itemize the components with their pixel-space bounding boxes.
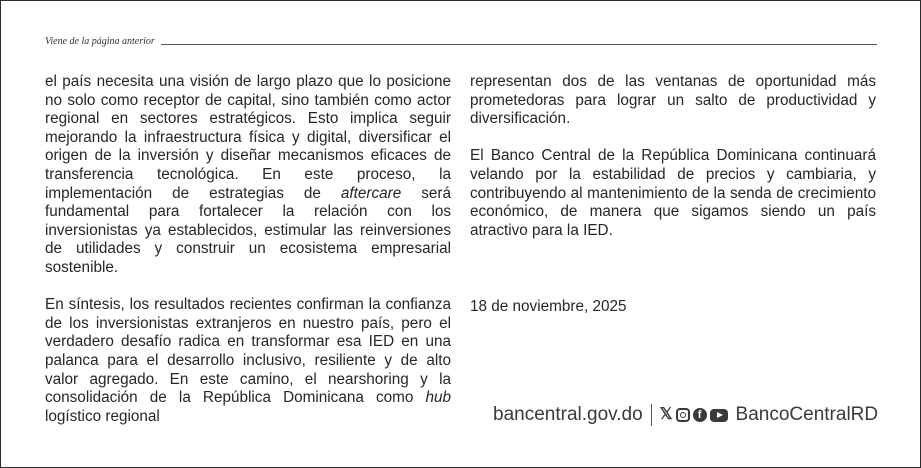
youtube-icon[interactable] [710,409,728,422]
facebook-icon[interactable]: f [693,408,707,422]
right-column [470,73,876,240]
website-link[interactable]: bancentral.gov.do [493,404,643,425]
italic-term: aftercare [340,184,402,202]
left-paragraph-1: el país necesita una visión de largo plazo que lo posicione no solo como receptor de capital, sino también como actor regional en sectores estratégicos. Esto implica seguir mejorando la infraestructura física y digital, diversificar el origen de la inversión y diseñar mecanismos eficaces de transferencia tecnológica. En este proceso, la implementación de estrategias de aftercare será fundamental para fortalecer la relación con los inversionistas ya establecidos, estimular las reinversiones de utilidades y construir un ecosistema empresarial sostenible. [45,73,451,276]
x-icon[interactable]: 𝕏 [659,406,673,423]
footer-contact [493,404,878,426]
left-paragraph-2: En síntesis, los resultados recientes confirman la confianza de los inversionistas extranjeros en nuestro país, pero el verdadero desafío radica en transformar esa IED en una palanca para el desarrollo inclusivo, resiliente y de alto valor agregado. En este camino, el nearshoring y la consolidación de la República Dominicana como hub logístico regional [45,296,451,425]
social-handle[interactable]: BancoCentralRD [735,404,879,425]
continuation-header [45,36,877,47]
right-paragraph-1: representan dos de las ventanas de oportunidad más prometedoras para lograr un salto de productividad y diversificación. [470,73,876,128]
header-rule [161,44,877,45]
footer-separator [651,404,652,426]
instagram-icon[interactable] [676,408,690,422]
publication-date: 18 de noviembre, 2025 [470,298,627,315]
continuation-note: Viene de la página anterior [45,36,155,47]
left-column [45,73,451,426]
italic-term: hub [425,389,451,407]
right-paragraph-2: El Banco Central de la República Dominicana continuará velando por la estabilidad de precios y cambiaria, y contribuyendo al mantenimiento de la senda de crecimiento económico, de manera que sigamos siendo un país atractivo para la IED. [470,147,876,239]
